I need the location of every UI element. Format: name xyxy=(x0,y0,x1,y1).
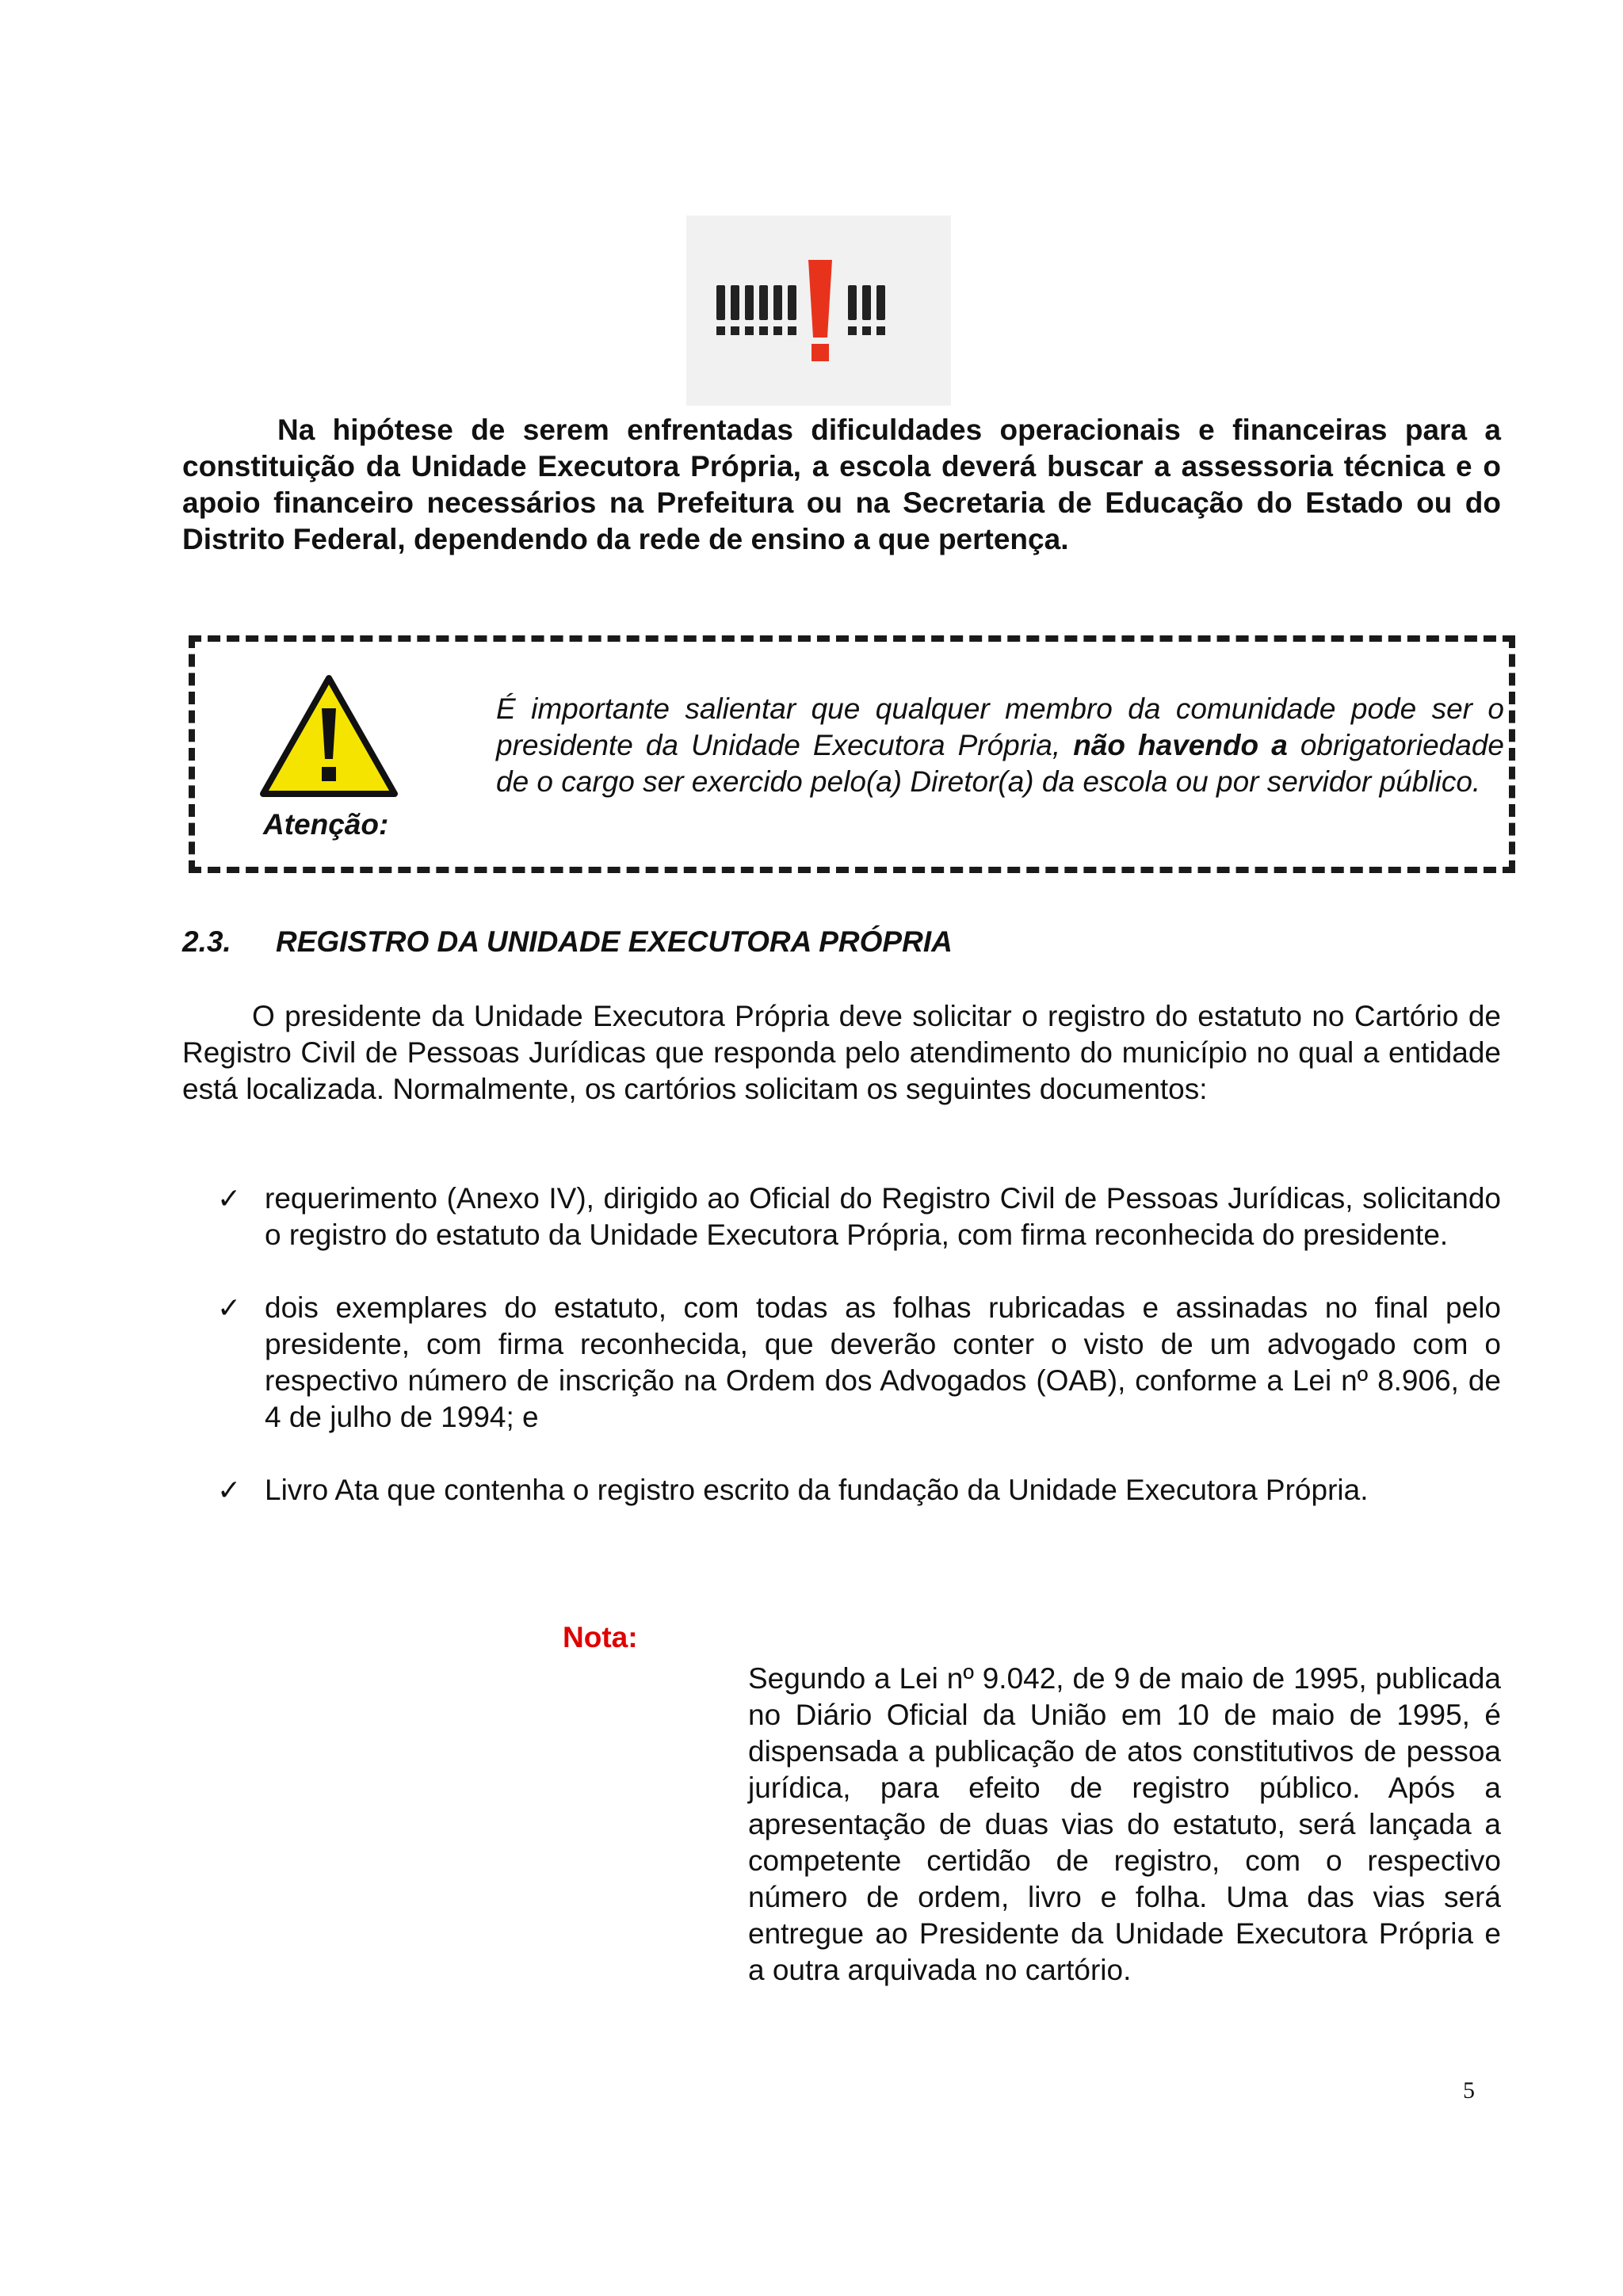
section-heading xyxy=(182,925,953,959)
note-text: Segundo a Lei nº 9.042, de 9 de maio de 1995, publicada no Diário Oficial da União em 10 de maio de 1995, é dispensada a publicação de atos constitutivos de pessoa jurídica, para efeito de registro público. Após a apresentação de duas vias do estatuto, será lançada a competente certidão de registro, com o respectivo número de ordem, livro e folha. Uma das vias será entregue ao Presidente da Unidade Executora Própria e a outra arquivada no cartório. xyxy=(748,1662,1501,1986)
section-number: 2.3. xyxy=(182,925,231,958)
list-item xyxy=(182,1472,1501,1508)
attention-text-part1: É importante salientar que qualquer membro da comunidade pode ser o presidente da Unidade Executora Própria, xyxy=(496,692,1504,761)
attention-text xyxy=(496,691,1504,800)
list-item xyxy=(182,1290,1501,1436)
attention-text-bold: não havendo a xyxy=(1073,729,1288,761)
exclamation-marks-banner xyxy=(686,215,951,406)
attention-box xyxy=(189,635,1515,873)
checkmark-icon: ✓ xyxy=(217,1291,242,1324)
intro-paragraph: Na hipótese de serem enfrentadas dificuldades operacionais e financeiras para a constituição da Unidade Executora Própria, a escola deverá buscar a assessoria técnica e o apoio financeiro necessários na Prefeitura ou na Secretaria de Educação do Estado ou do Distrito Federal, dependendo da rede de ensino a que pertença. xyxy=(182,414,1501,555)
list-item xyxy=(182,1180,1501,1253)
attention-label: Atenção: xyxy=(263,808,389,841)
checkmark-icon: ✓ xyxy=(217,1182,242,1215)
attention-text-part2: obrigatoriedade de o cargo ser exercido pelo(a) Diretor(a) da escola ou por servidor público. xyxy=(496,729,1504,798)
list-item-text: Livro Ata que contenha o registro escrito da fundação da Unidade Executora Própria. xyxy=(265,1474,1369,1506)
list-item-text: requerimento (Anexo IV), dirigido ao Oficial do Registro Civil de Pessoas Jurídicas, solicitando o registro do estatuto da Unidade Executora Própria, com firma reconhecida do presidente. xyxy=(265,1182,1501,1251)
warning-triangle-icon xyxy=(258,673,399,800)
section-paragraph: O presidente da Unidade Executora Própria deve solicitar o registro do estatuto no Cartório de Registro Civil de Pessoas Jurídicas que responda pelo atendimento do município no qual a entidade está localizada. Normalmente, os cartórios solicitam os seguintes documentos: xyxy=(182,1000,1501,1105)
list-item-text: dois exemplares do estatuto, com todas as folhas rubricadas e assinadas no final pelo presidente, com firma reconhecida, que deverão conter o visto de um advogado com o respectivo número de inscrição na Ordem dos Advogados (OAB), conforme a Lei nº 8.906, de 4 de julho de 1994; e xyxy=(265,1291,1501,1433)
section-title: REGISTRO DA UNIDADE EXECUTORA PRÓPRIA xyxy=(276,925,953,958)
exclamation-marks-icon xyxy=(686,215,951,406)
checkmark-icon: ✓ xyxy=(217,1474,242,1506)
requirements-checklist xyxy=(182,1180,1501,1545)
page-number: 5 xyxy=(1463,2077,1475,2103)
note-label: Nota: xyxy=(563,1621,638,1653)
